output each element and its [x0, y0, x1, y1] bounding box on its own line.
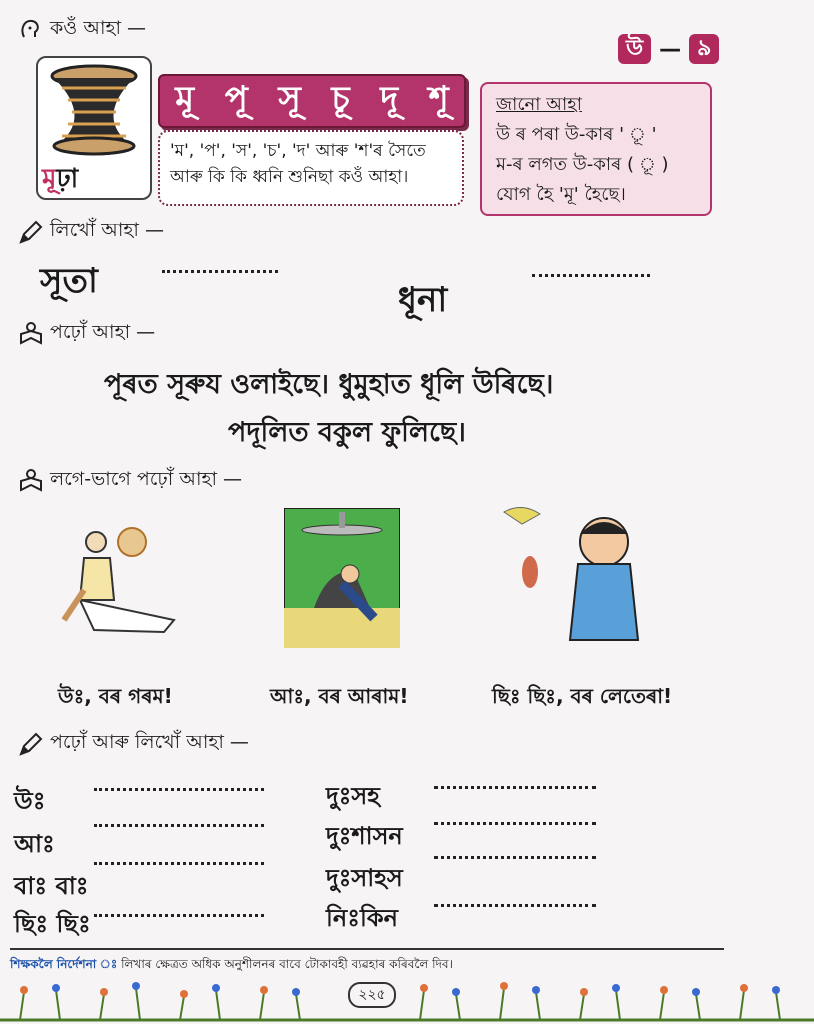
reading-child-icon [18, 468, 44, 494]
drum-pot-image [38, 58, 150, 158]
read-write-header [18, 728, 249, 760]
banner-letter: সূ [278, 78, 301, 119]
badge-number: ৯ [689, 34, 719, 64]
hot-man-illustration [54, 520, 194, 650]
listen-header [18, 14, 146, 46]
exercise-blank[interactable] [434, 904, 596, 907]
caption-hot: উঃ, বৰ গৰম! [58, 684, 173, 708]
read-together-header-text: লগে-ভাগে পঢ়োঁ আহা — [50, 468, 243, 490]
read-sentence: পদূলিত বকুল ফুলিছে। [228, 417, 466, 448]
exercise-word: ছিঃ ছিঃ [14, 910, 91, 938]
write-word: ধূনা [398, 280, 448, 320]
exercise-word: নিঃকিন [326, 904, 398, 932]
exercise-word: দুঃশাসন [326, 822, 403, 850]
exercise-word: উঃ [14, 787, 46, 815]
pot-word [42, 158, 78, 202]
write-header-text: লিখোঁ আহা — [50, 219, 164, 241]
banner-letter: মূ [175, 78, 195, 119]
teacher-note-text: লিখাৰ ক্ষেত্ৰত অধিক অনুশীলনৰ বাবে টোকাবহী ব্যৱহাৰ কৰিবলৈ দিব। [121, 957, 453, 971]
banner-letter: চূ [331, 78, 350, 119]
know-box-line: উ ৰ পৰা উ-কাৰ ' ূ ' [496, 124, 657, 145]
fan-man-illustration [284, 508, 400, 648]
teacher-note-label: শিক্ষকলৈ নির্দেশনা ঃ [10, 957, 118, 971]
read-write-header-text: পঢ়োঁ আৰু লিখোঁ আহা — [50, 731, 249, 753]
badge-dash: — [659, 36, 682, 62]
read-header [18, 318, 155, 350]
page-number: ২২৫ [348, 982, 396, 1008]
know-box-title: জানো আহা [496, 94, 582, 115]
listen-header-text: কওঁ আহা — [50, 17, 147, 39]
instruction-box [158, 130, 464, 206]
lesson-badge [618, 34, 719, 64]
pencil-icon [18, 731, 44, 757]
exercise-blank[interactable] [434, 786, 596, 789]
write-word: সূতা [40, 261, 98, 301]
pot-word-rest: ঢ়া [56, 164, 79, 194]
write-header [18, 216, 164, 248]
exercise-blank[interactable] [434, 856, 596, 859]
pencil-icon [18, 219, 44, 245]
badge-letter: উ [618, 34, 651, 64]
caption-relief: আঃ, বৰ আৰাম! [270, 684, 409, 708]
letters-banner [158, 74, 466, 128]
exercise-blank[interactable] [434, 822, 596, 825]
read-sentence: পূৰত সূৰুয ওলাইছে। ধুমুহাত ধূলি উৰিছে। [104, 369, 554, 400]
exercise-blank[interactable] [94, 914, 264, 917]
pot-card [36, 56, 152, 200]
know-box-line: যোগ হৈ 'মূ' হৈছে। [496, 184, 626, 205]
read-header-text: পঢ়োঁ আহা — [50, 321, 156, 343]
know-box [480, 82, 712, 216]
exercise-blank[interactable] [94, 824, 264, 827]
instruction-text: 'ম', 'প', 'স', 'চ', 'দ' আৰু 'শ'ৰ সৈতে আৰু কি কি ধ্বনি শুনিছা কওঁ আহা। [170, 141, 426, 187]
exercise-blank[interactable] [94, 862, 264, 865]
exercise-word: দুঃসহ [326, 782, 380, 810]
exercise-word: আঃ [14, 830, 55, 858]
reading-child-icon [18, 321, 44, 347]
exercise-blank[interactable] [94, 788, 264, 791]
pot-word-colored: মূ [42, 164, 57, 194]
write-blank[interactable] [162, 270, 278, 273]
write-blank[interactable] [532, 274, 650, 277]
exercise-word: বাঃ বাঃ [14, 872, 89, 900]
flower-border [0, 972, 814, 1024]
listening-face-icon [18, 17, 44, 43]
banner-letter: পূ [224, 78, 248, 119]
read-together-header [18, 465, 242, 497]
dirty-girl-illustration [500, 502, 650, 642]
banner-letter: শূ [428, 78, 449, 119]
know-box-line: ম-ৰ লগত উ-কাৰ ( ূ ) [496, 154, 669, 175]
exercise-word: দুঃসাহস [326, 864, 403, 892]
caption-dirty: ছিঃ ছিঃ, বৰ লেতেৰা! [492, 684, 673, 708]
banner-letter: দূ [380, 78, 399, 119]
footer-rule [10, 948, 724, 950]
